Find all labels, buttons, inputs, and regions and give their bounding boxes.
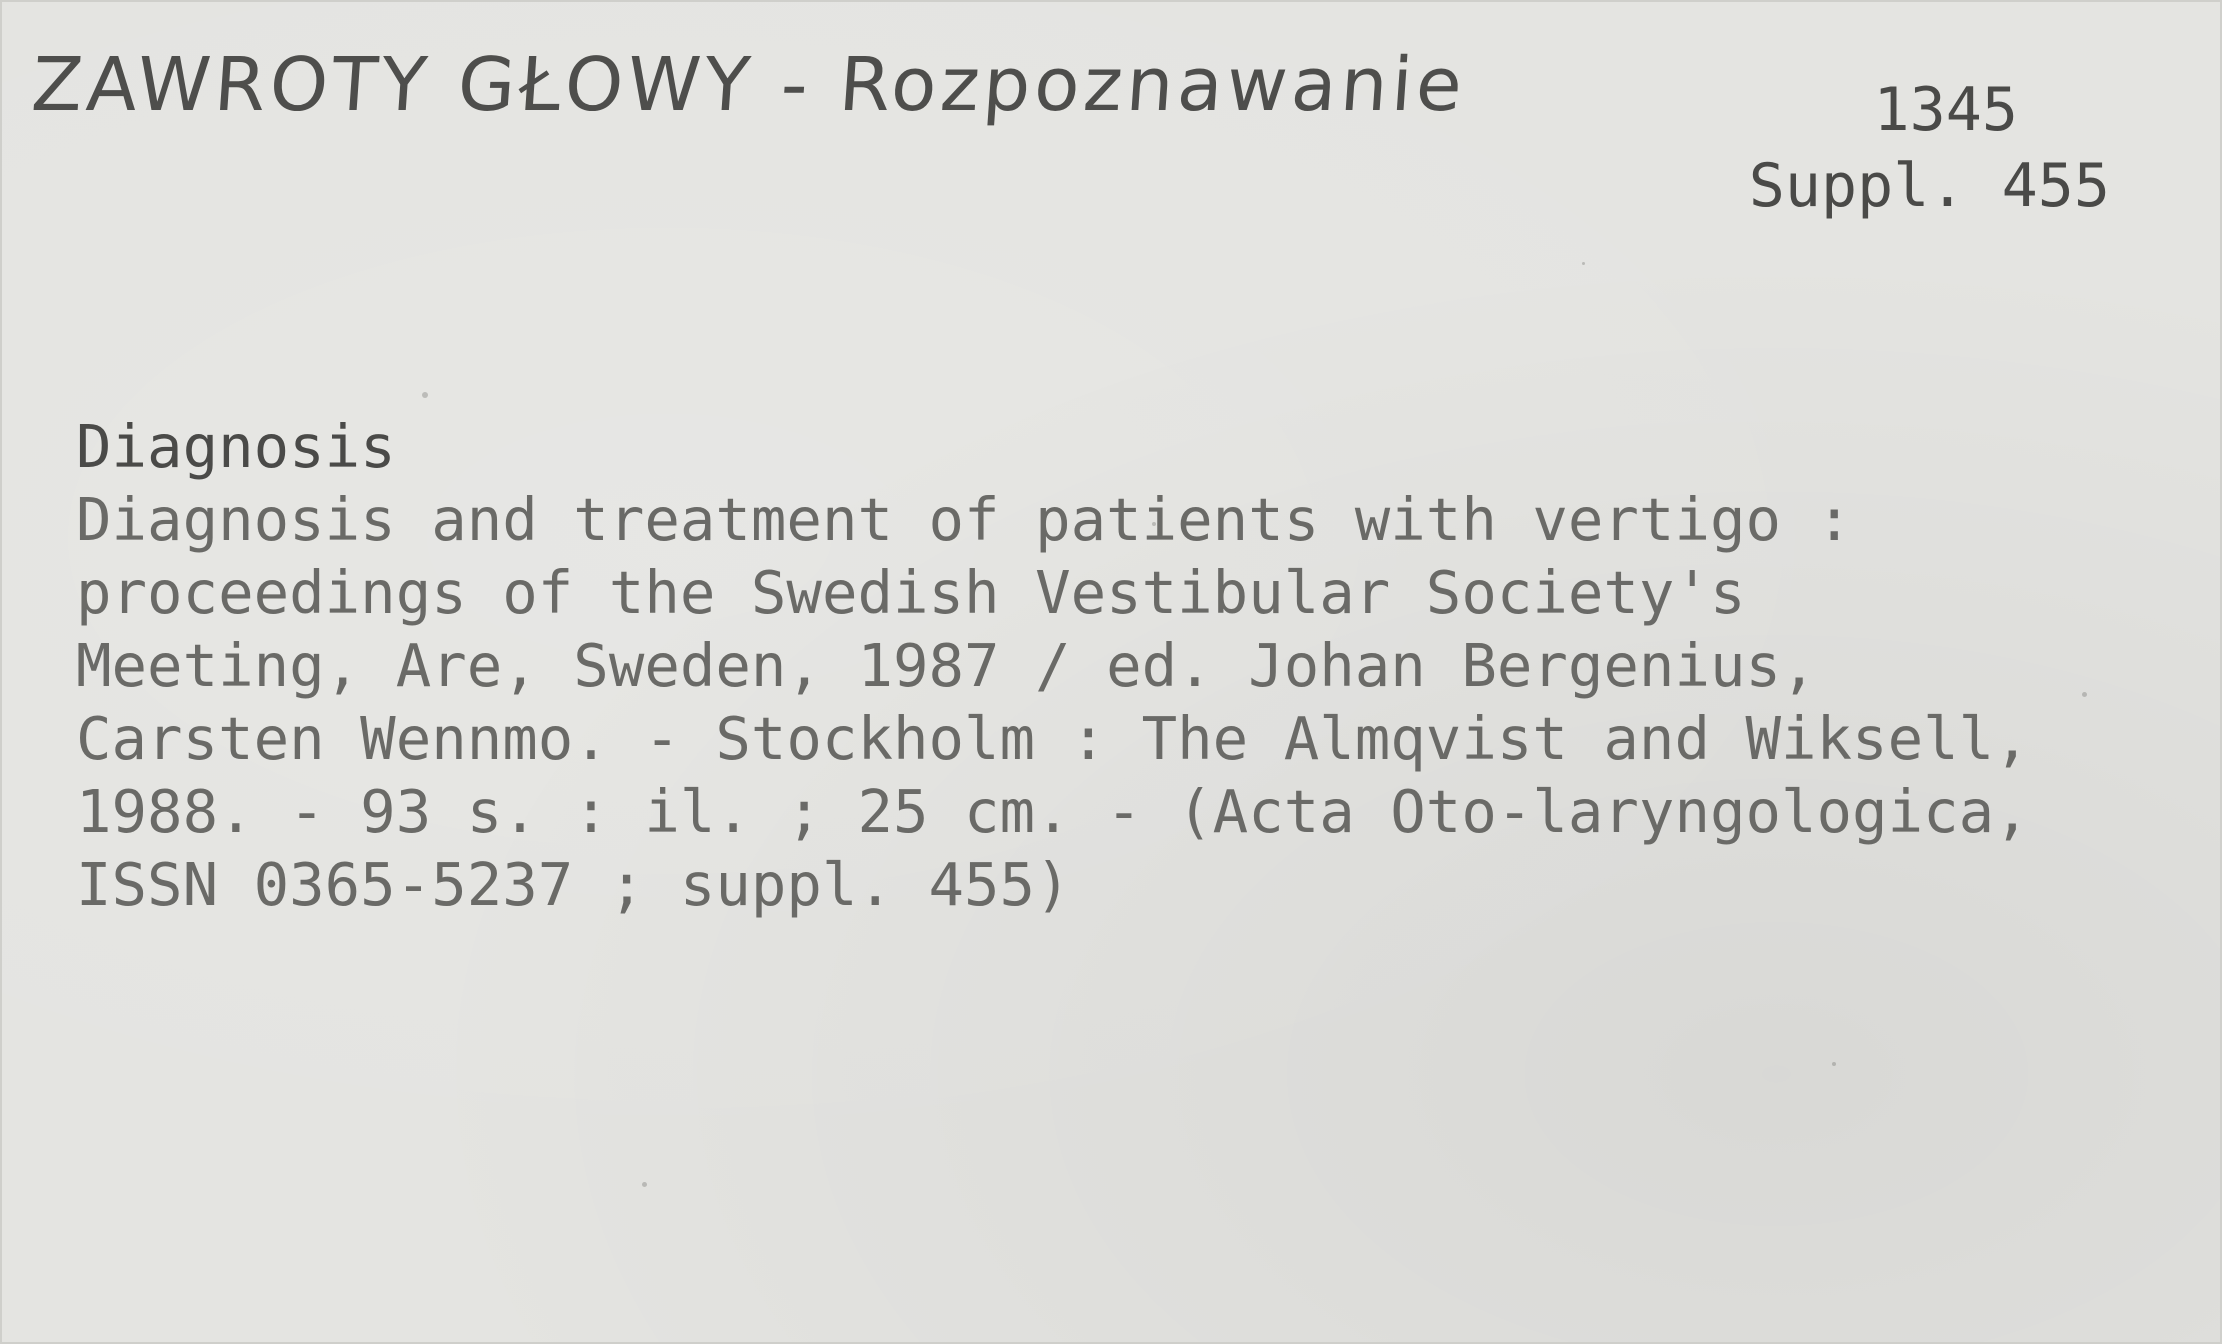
description-line: Carsten Wennmo. - Stockholm : The Almqvist and Wiksell, (76, 704, 2030, 773)
description-line: 1988. - 93 s. : il. ; 25 cm. - (Acta Oto-laryngologica, (76, 777, 2030, 846)
description-line: Diagnosis and treatment of patients with vertigo : (76, 485, 1853, 554)
paper-speck (642, 1182, 647, 1187)
paper-speck (1832, 1062, 1836, 1066)
description-line: Meeting, Are, Sweden, 1987 / ed. Johan Bergenius, (76, 631, 1817, 700)
description-line: proceedings of the Swedish Vestibular Society's (76, 558, 1746, 627)
entry-heading: Diagnosis (76, 412, 396, 481)
subject-heading: ZAWROTY GŁOWY - Rozpoznawanie (28, 42, 1469, 128)
paper-speck (2082, 692, 2087, 697)
call-number-value: 1345 (1873, 75, 2018, 145)
bibliographic-entry (76, 410, 2030, 921)
supplement-number: Suppl. 455 (1748, 151, 2110, 221)
description-line: ISSN 0365-5237 ; suppl. 455) (76, 850, 1071, 919)
paper-speck (422, 392, 428, 398)
paper-speck (1582, 262, 1585, 265)
call-number (1749, 72, 2110, 224)
